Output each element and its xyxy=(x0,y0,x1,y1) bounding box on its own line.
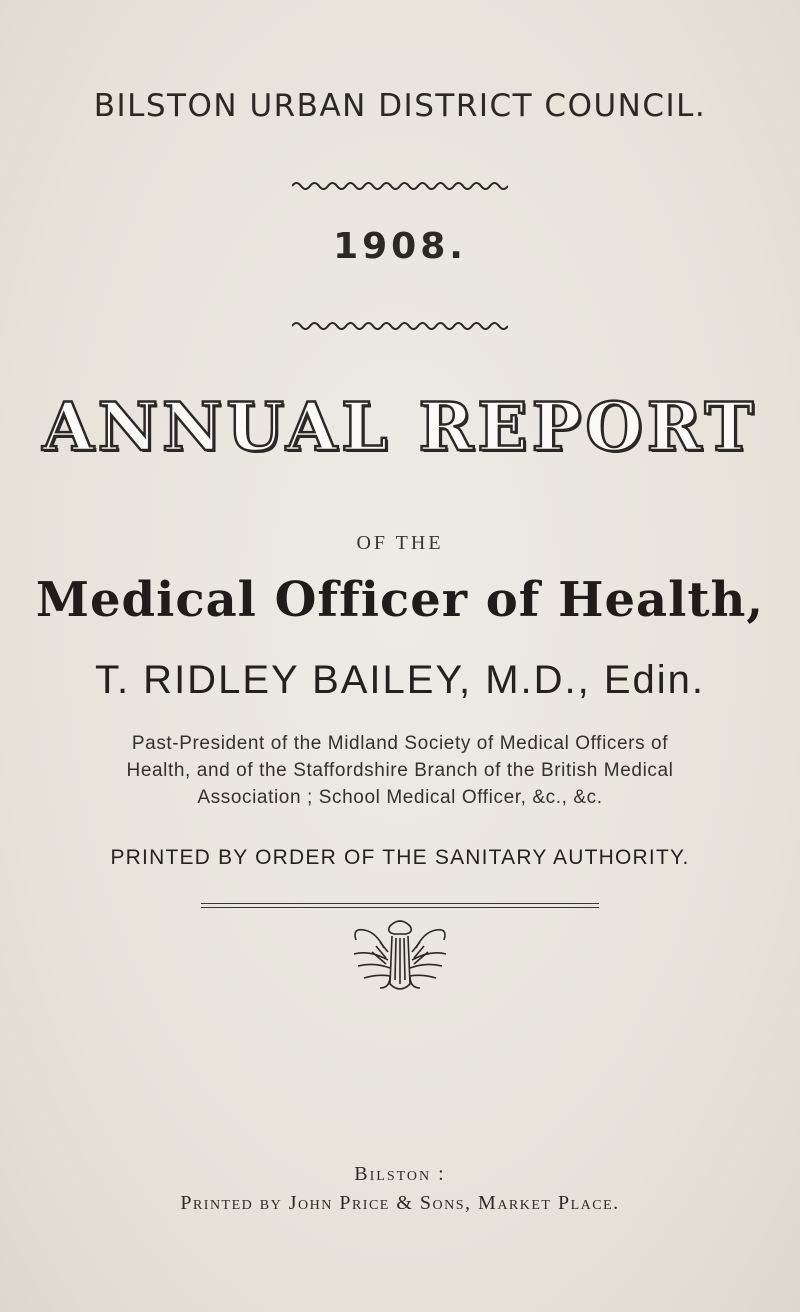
of-the-label: OF THE xyxy=(356,532,444,554)
council-name: BILSTON URBAN DISTRICT COUNCIL. xyxy=(93,88,707,124)
wavy-rule-icon xyxy=(292,320,508,332)
annual-report-heading: ANNUAL REPORT xyxy=(42,388,758,466)
credentials xyxy=(0,730,800,811)
imprint-place: Bilston : xyxy=(354,1163,446,1185)
divider xyxy=(201,907,599,908)
doctor-name: T. RIDLEY BAILEY, M.D., Edin. xyxy=(94,658,706,702)
authority-line: PRINTED BY ORDER OF THE SANITARY AUTHORITY. xyxy=(110,846,690,869)
credentials-line: Health, and of the Staffordshire Branch of the British Medical xyxy=(126,760,674,781)
imprint-printer: Printed by John Price & Sons, Market Place. xyxy=(180,1192,620,1214)
office-title: Medical Officer of Health, xyxy=(35,572,765,628)
divider xyxy=(201,903,599,904)
report-year: 1908. xyxy=(333,226,467,267)
credentials-line: Past-President of the Midland Society of Medical Officers of xyxy=(131,733,669,754)
scroll-ornament-icon xyxy=(350,918,450,994)
wavy-rule-icon xyxy=(292,180,508,192)
credentials-line: Association ; School Medical Officer, &c., &c. xyxy=(197,787,603,808)
